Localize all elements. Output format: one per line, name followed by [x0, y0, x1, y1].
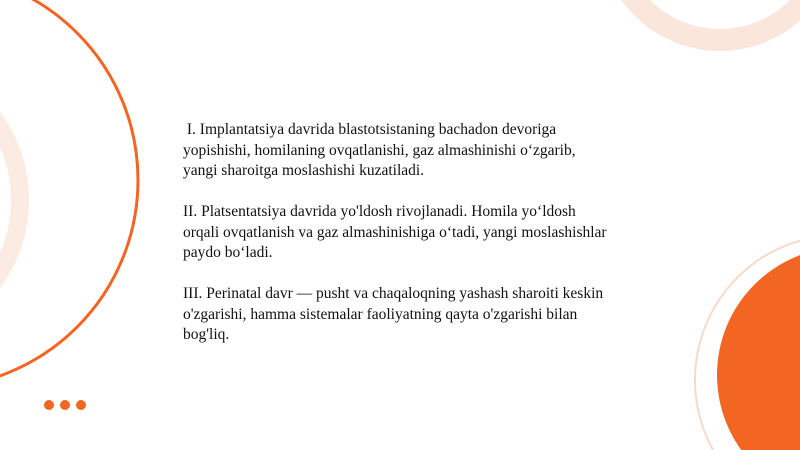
content-text [183, 120, 653, 366]
dot-1 [44, 400, 54, 410]
top-right-soft-ring [610, 0, 800, 40]
paragraph-placentation: II. Platsentatsiya davrida yo'ldosh rivojlanadi. Homila yo‘ldosh orqali ovqatlanish va gaz almashinishiga o‘tadi, yangi moslashishlar paydo bo‘ladi. [183, 203, 607, 261]
dot-3 [76, 400, 86, 410]
bottom-right-orange-circle [717, 247, 800, 450]
paragraph-perinatal: III. Perinatal davr — pusht va chaqaloqning yashash sharoiti keskin o'zgarishi, hamma sistemalar faoliyatning qayta o'zgarishi bilan bog'liq. [183, 285, 604, 343]
decorative-dots [44, 400, 86, 410]
left-soft-arc [0, 60, 20, 340]
dot-2 [60, 400, 70, 410]
paragraph-implantation: I. Implantatsiya davrida blastotsistaning bachadon devoriga yopishishi, homilaning ovqatlanishi, gaz almashinishi o‘zgarib, yangi sharoitga moslashishi kuzatiladi. [183, 121, 576, 179]
